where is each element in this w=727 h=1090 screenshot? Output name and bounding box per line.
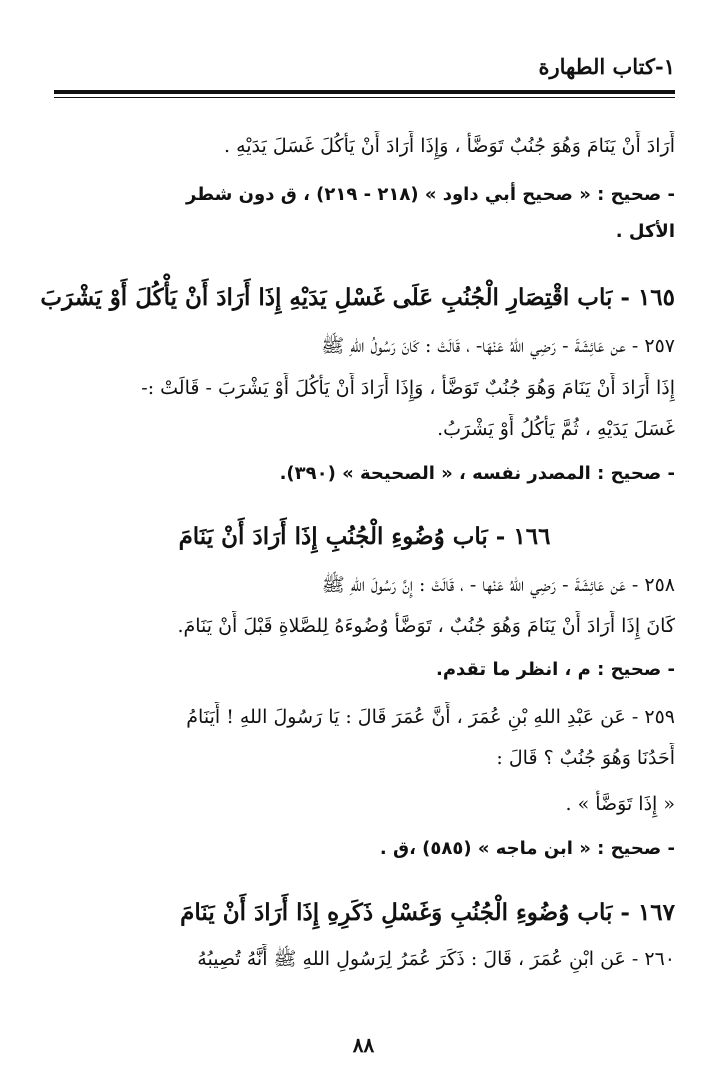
page-number: ٨٨ [352, 1033, 375, 1057]
running-header: ١-كتاب الطهارة [538, 54, 675, 79]
grading-line: - صحيح : المصدر نفسه ، « الصحيحة » (٣٩٠). [279, 463, 675, 484]
hadith-259-line: « إِذَا تَوَضَّأَ » . [565, 793, 675, 815]
grading-line: - صحيح : « ابن ماجه » (٥٨٥) ،ق . [379, 838, 675, 859]
hadith-257-line: ٢٥٧ - عن عَائِشَةَ - رَضِي اللهُ عَنْهَا- ، قَالَتْ : كَانَ رَسُولُ اللهِ ﷺ [321, 335, 675, 357]
chapter-heading-166: ١٦٦ - بَاب وُضُوءِ الْجُنُبِ إِذَا أَرَادَ أَنْ يَنَامَ [178, 523, 551, 550]
chapter-heading-167: ١٦٧ - بَاب وُضُوءِ الْجُنُبِ وَغَسْلِ ذَكَرِهِ إِذَا أَرَادَ أَنْ يَنَامَ [180, 899, 675, 926]
hadith-257-line: إِذَا أَرَادَ أَنْ يَنَامَ وَهُوَ جُنُبٌ تَوَضَّأَ ، وَإِذَا أَرَادَ أَنْ يَأْكُلَ أَوْ يَشْرَبَ - قَالَتْ :- [141, 377, 675, 399]
hadith-257-line: غَسَلَ يَدَيْهِ ، ثُمَّ يَأْكُلُ أَوْ يَشْرَبُ. [437, 418, 675, 440]
grading-line: - صحيح : م ، انظر ما تقدم. [436, 659, 675, 680]
header-rule-thick [54, 90, 675, 94]
header-rule-thin [54, 97, 675, 98]
grading-line: - صحيح : « صحيح أبي داود » (٢١٨ - ٢١٩) ، ق دون شطر [185, 184, 675, 205]
hadith-259-line: أَحَدُنَا وَهُوَ جُنُبٌ ؟ قَالَ : [496, 747, 675, 769]
hadith-258-line: ٢٥٨ - عَن عَائِشَةَ - رَضِي اللهُ عَنْها - ، قَالَتْ : إِنَّ رَسُولَ اللهِ ﷺ [321, 574, 675, 596]
hadith-258-line: كَانَ إِذَا أَرَادَ أَنْ يَنَامَ وَهُوَ جُنُبٌ ، تَوَضَّأَ وُضُوءَهُ لِلصَّلاةِ قَبْلَ أَنْ يَنَامَ. [177, 615, 675, 637]
grading-line: الأكل . [615, 221, 675, 242]
hadith-259-line: ٢٥٩ - عَن عَبْدِ اللهِ بْنِ عُمَرَ ، أَنَّ عُمَرَ قَالَ : يَا رَسُولَ اللهِ ! أَيَنَامُ [186, 706, 675, 728]
chapter-heading-165: ١٦٥ - بَاب اقْتِصَارِ الْجُنُبِ عَلَى غَسْلِ يَدَيْهِ إِذَا أَرَادَ أَنْ يَأْكُلَ أَوْ يَشْرَبَ [40, 284, 675, 311]
text-line: أَرَادَ أَنْ يَنَامَ وَهُوَ جُنُبٌ تَوَضَّأَ ، وَإِذَا أَرَادَ أَنْ يَأْكُلَ غَسَلَ يَدَيْهِ . [224, 135, 675, 157]
hadith-260-line: ٢٦٠ - عَن ابْنِ عُمَرَ ، قَالَ : ذَكَرَ عُمَرُ لِرَسُولِ اللهِ ﷺ أَنَّهُ تُصِيبُهُ [197, 948, 675, 970]
